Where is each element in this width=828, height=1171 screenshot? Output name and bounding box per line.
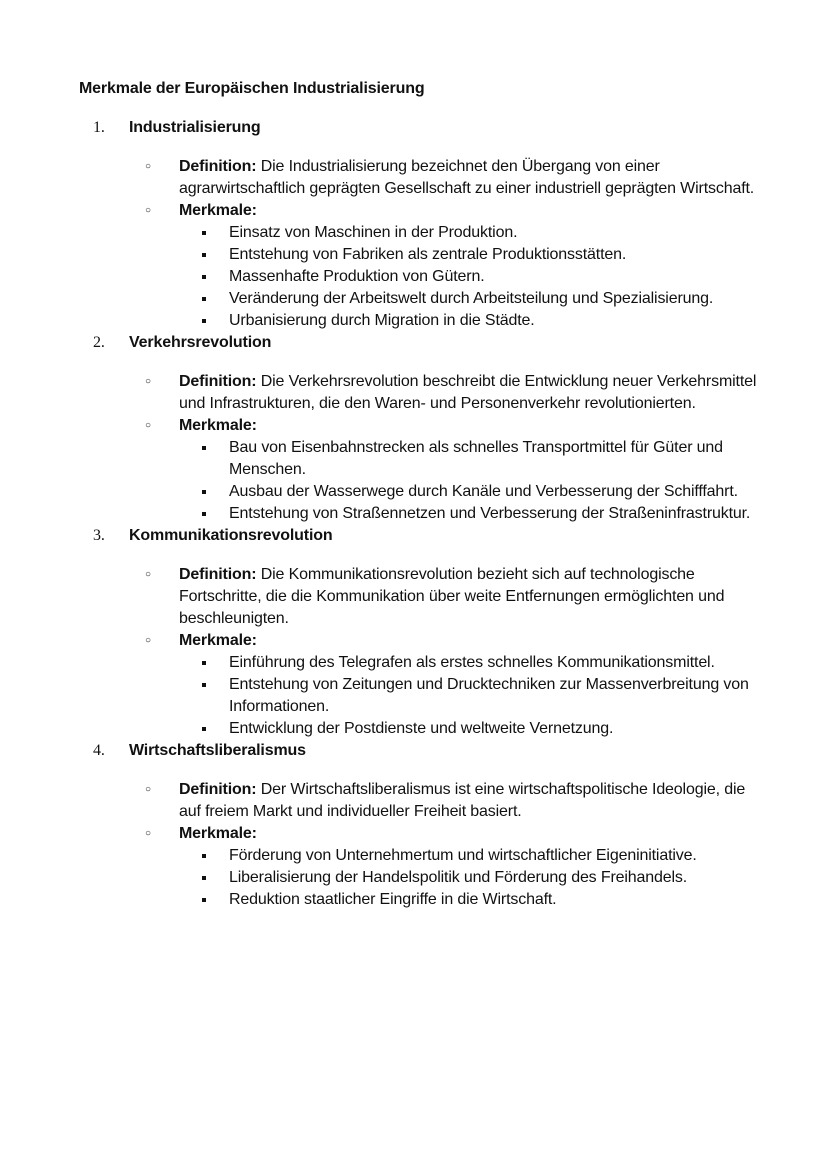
definition-label: Definition:: [179, 566, 257, 583]
square-bullet-icon: [202, 231, 206, 235]
section-number: 1.: [93, 119, 105, 136]
circle-bullet-icon: ○: [145, 376, 151, 387]
square-bullet-icon: [202, 490, 206, 494]
document: [79, 78, 769, 911]
section-heading: [79, 525, 769, 547]
definition-item: [79, 371, 769, 415]
feature-list: [79, 845, 769, 911]
circle-bullet-icon: ○: [145, 828, 151, 839]
definition-text: Die Industrialisierung bezeichnet den Übergang von einer agrarwirtschaftlich geprägten Gesellschaft zu einer industriell geprägten Wirtschaft.: [179, 158, 755, 197]
features-item: [79, 415, 769, 437]
section-number: 4.: [93, 742, 105, 759]
circle-bullet-icon: ○: [145, 784, 151, 795]
circle-bullet-icon: ○: [145, 635, 151, 646]
feature-text: Urbanisierung durch Migration in die Städte.: [229, 312, 535, 329]
feature-text: Entstehung von Fabriken als zentrale Produktionsstätten.: [229, 246, 627, 263]
definition-text: Die Kommunikationsrevolution bezieht sich auf technologische Fortschritte, die die Kommunikation über weite Entfernungen ermöglichten und beschleunigten.: [179, 566, 725, 627]
feature-list: [79, 437, 769, 525]
circle-bullet-icon: ○: [145, 205, 151, 216]
square-bullet-icon: [202, 446, 206, 450]
circle-bullet-icon: ○: [145, 420, 151, 431]
feature-list: [79, 222, 769, 332]
definition-label: Definition:: [179, 158, 257, 175]
definition-item: [79, 564, 769, 630]
section: [79, 117, 769, 332]
feature-item: [79, 718, 769, 740]
square-bullet-icon: [202, 275, 206, 279]
definition-item: [79, 779, 769, 823]
circle-bullet-icon: ○: [145, 569, 151, 580]
section-heading: [79, 332, 769, 354]
feature-text: Einsatz von Maschinen in der Produktion.: [229, 224, 518, 241]
feature-item: [79, 889, 769, 911]
feature-text: Reduktion staatlicher Eingriffe in die Wirtschaft.: [229, 891, 557, 908]
section-number: 2.: [93, 334, 105, 351]
feature-text: Veränderung der Arbeitswelt durch Arbeitsteilung und Spezialisierung.: [229, 290, 714, 307]
section-title: Kommunikationsrevolution: [129, 527, 333, 544]
features-item: [79, 823, 769, 845]
section: [79, 332, 769, 525]
feature-text: Liberalisierung der Handelspolitik und Förderung des Freihandels.: [229, 869, 688, 886]
section: [79, 525, 769, 740]
feature-item: [79, 437, 769, 481]
features-label: Merkmale:: [179, 202, 257, 219]
feature-item: [79, 288, 769, 310]
feature-item: [79, 652, 769, 674]
square-bullet-icon: [202, 297, 206, 301]
feature-text: Entwicklung der Postdienste und weltweite Vernetzung.: [229, 720, 614, 737]
square-bullet-icon: [202, 898, 206, 902]
feature-list: [79, 652, 769, 740]
square-bullet-icon: [202, 854, 206, 858]
features-item: [79, 200, 769, 222]
feature-item: [79, 674, 769, 718]
feature-item: [79, 244, 769, 266]
square-bullet-icon: [202, 683, 206, 687]
feature-text: Ausbau der Wasserwege durch Kanäle und Verbesserung der Schifffahrt.: [229, 483, 738, 500]
square-bullet-icon: [202, 876, 206, 880]
definition-text: Der Wirtschaftsliberalismus ist eine wirtschaftspolitische Ideologie, die auf freiem Markt und individueller Freiheit basiert.: [179, 781, 746, 820]
definition-item: [79, 156, 769, 200]
section: [79, 740, 769, 911]
feature-text: Entstehung von Zeitungen und Drucktechniken zur Massenverbreitung von Informationen.: [229, 676, 749, 715]
feature-item: [79, 867, 769, 889]
features-item: [79, 630, 769, 652]
feature-item: [79, 266, 769, 288]
square-bullet-icon: [202, 319, 206, 323]
square-bullet-icon: [202, 512, 206, 516]
section-heading: [79, 117, 769, 139]
feature-item: [79, 222, 769, 244]
features-label: Merkmale:: [179, 417, 257, 434]
feature-text: Bau von Eisenbahnstrecken als schnelles Transportmittel für Güter und Menschen.: [229, 439, 723, 478]
feature-text: Einführung des Telegrafen als erstes schnelles Kommunikationsmittel.: [229, 654, 715, 671]
section-heading: [79, 740, 769, 762]
circle-bullet-icon: ○: [145, 161, 151, 172]
section-list: [79, 117, 769, 911]
square-bullet-icon: [202, 727, 206, 731]
square-bullet-icon: [202, 253, 206, 257]
feature-text: Förderung von Unternehmertum und wirtschaftlicher Eigeninitiative.: [229, 847, 697, 864]
feature-item: [79, 481, 769, 503]
section-number: 3.: [93, 527, 105, 544]
features-label: Merkmale:: [179, 825, 257, 842]
feature-item: [79, 310, 769, 332]
feature-item: [79, 503, 769, 525]
section-title: Industrialisierung: [129, 119, 261, 136]
document-title: Merkmale der Europäischen Industrialisierung: [79, 80, 425, 97]
definition-label: Definition:: [179, 373, 257, 390]
feature-text: Entstehung von Straßennetzen und Verbesserung der Straßeninfrastruktur.: [229, 505, 751, 522]
feature-item: [79, 845, 769, 867]
square-bullet-icon: [202, 661, 206, 665]
definition-text: Die Verkehrsrevolution beschreibt die Entwicklung neuer Verkehrsmittel und Infrastrukturen, die den Waren- und Personenverkehr revolutionierten.: [179, 373, 757, 412]
section-title: Verkehrsrevolution: [129, 334, 272, 351]
feature-text: Massenhafte Produktion von Gütern.: [229, 268, 485, 285]
definition-label: Definition:: [179, 781, 257, 798]
features-label: Merkmale:: [179, 632, 257, 649]
section-title: Wirtschaftsliberalismus: [129, 742, 306, 759]
